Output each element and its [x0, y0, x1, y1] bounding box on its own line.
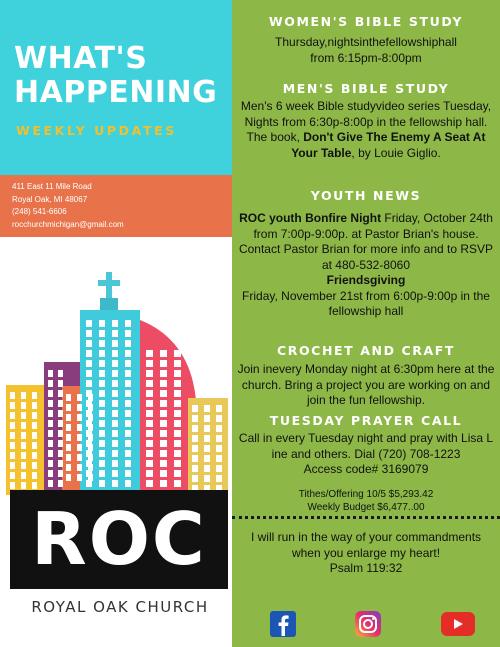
building-window — [174, 480, 181, 487]
building-window — [99, 480, 105, 487]
building-window — [125, 360, 131, 367]
building-window — [77, 424, 82, 431]
building-window — [77, 414, 82, 421]
building-window — [77, 434, 82, 441]
building-window — [112, 410, 118, 417]
building-window — [125, 410, 131, 417]
building-window — [21, 472, 26, 479]
building-window — [112, 340, 118, 347]
building-window — [99, 440, 105, 447]
building-window — [77, 474, 82, 481]
building-window — [86, 460, 92, 467]
building-window — [86, 450, 92, 457]
building-window — [66, 414, 71, 421]
building-window — [86, 470, 92, 477]
building-window — [160, 480, 167, 487]
building-window — [160, 370, 167, 377]
building-window — [112, 370, 118, 377]
building-window — [58, 410, 63, 417]
building-window — [174, 430, 181, 437]
building-window — [160, 390, 167, 397]
building-window — [216, 455, 222, 462]
roc-logo: ROC — [31, 497, 207, 581]
building-window — [10, 432, 15, 439]
building-window — [146, 400, 153, 407]
building-window — [66, 474, 71, 481]
building-window — [21, 442, 26, 449]
building-window — [146, 410, 153, 417]
heading-crochet-and-craft: CROCHET AND CRAFT — [276, 343, 456, 358]
building-window — [99, 350, 105, 357]
building-window — [146, 480, 153, 487]
building-window — [112, 390, 118, 397]
building-window — [99, 450, 105, 457]
building-window — [216, 425, 222, 432]
building-window — [204, 425, 210, 432]
finance-summary — [236, 488, 496, 514]
building-window — [146, 470, 153, 477]
building-window — [174, 400, 181, 407]
building-window — [10, 392, 15, 399]
building-window — [125, 430, 131, 437]
building-window — [112, 330, 118, 337]
building-window — [112, 440, 118, 447]
building-window — [204, 465, 210, 472]
building-window — [192, 475, 198, 482]
building-window — [66, 464, 71, 471]
heading-womens-bible-study: WOMEN'S BIBLE STUDY — [268, 14, 464, 29]
building-window — [112, 350, 118, 357]
building-window — [10, 452, 15, 459]
building-window — [146, 350, 153, 357]
building-window — [204, 455, 210, 462]
building-window — [48, 370, 53, 377]
building-window — [112, 420, 118, 427]
building-window — [204, 435, 210, 442]
building-window — [125, 380, 131, 387]
building-window — [48, 440, 53, 447]
building-window — [58, 470, 63, 477]
building-window — [21, 432, 26, 439]
building-window — [192, 445, 198, 452]
building-window — [160, 460, 167, 467]
building-window — [146, 360, 153, 367]
building-window — [48, 460, 53, 467]
building-window — [99, 410, 105, 417]
building-window — [160, 440, 167, 447]
building-window — [48, 380, 53, 387]
instagram-icon[interactable] — [355, 611, 381, 637]
prayer-details: Call in every Tuesday night and pray with Lisa L ine and others. Dial (720) 708-1223 Access code# 3169079 — [238, 431, 494, 476]
building-window — [48, 430, 53, 437]
building-window — [48, 390, 53, 397]
building-window — [216, 415, 222, 422]
building-window — [174, 370, 181, 377]
building-window — [58, 420, 63, 427]
building-window — [21, 422, 26, 429]
building-window — [86, 360, 92, 367]
building-window — [58, 460, 63, 467]
building-window — [125, 330, 131, 337]
building-window — [32, 422, 37, 429]
crochet-details: Join inevery Monday night at 6:30pm here at the church. Bring a project you are working on and join the fun fellowship. — [237, 362, 495, 407]
heading-youth-news: YOUTH NEWS — [310, 188, 422, 203]
building-window — [99, 400, 105, 407]
building-window — [216, 465, 222, 472]
building-window — [125, 370, 131, 377]
address-street: 411 East 11 Mile Road — [12, 182, 92, 191]
building-window — [10, 442, 15, 449]
building-window — [77, 404, 82, 411]
building-window — [32, 402, 37, 409]
building-window — [174, 460, 181, 467]
building-window — [146, 420, 153, 427]
building-window — [112, 460, 118, 467]
building-window — [125, 420, 131, 427]
building-window — [192, 455, 198, 462]
building-window — [10, 422, 15, 429]
building-window — [58, 380, 63, 387]
building-window — [21, 412, 26, 419]
building-window — [174, 360, 181, 367]
church-address — [12, 181, 124, 231]
building-window — [192, 465, 198, 472]
building-window — [99, 320, 105, 327]
building-window — [204, 475, 210, 482]
building-window — [86, 330, 92, 337]
building-window — [216, 445, 222, 452]
building-window — [10, 472, 15, 479]
building-window — [160, 360, 167, 367]
building-window — [58, 440, 63, 447]
heading-tuesday-prayer-call: TUESDAY PRAYER CALL — [269, 413, 463, 428]
youth-details: ROC youth Bonfire Night Friday, October 24th from 7:00p-9:00p. at Pastor Brian's house. Contact Pastor Brian for more info and to RSVP at 480-532-8060 Friendsgiving Friday, November 21st from 6:00p-9:00p in the fellowship hall — [238, 211, 494, 318]
building-window — [174, 380, 181, 387]
building-window — [99, 390, 105, 397]
building-window — [125, 460, 131, 467]
address-city: Royal Oak, MI 48067 — [12, 194, 88, 204]
building-window — [112, 450, 118, 457]
building-window — [160, 450, 167, 457]
city-skyline-illustration — [0, 270, 232, 495]
building-window — [99, 430, 105, 437]
building-window — [112, 480, 118, 487]
building-window — [125, 390, 131, 397]
building-window — [21, 452, 26, 459]
building-window — [146, 460, 153, 467]
dotted-divider — [232, 516, 500, 519]
building-window — [86, 350, 92, 357]
building-window — [160, 380, 167, 387]
building-window — [146, 370, 153, 377]
building-window — [112, 380, 118, 387]
building-window — [48, 400, 53, 407]
building-window — [192, 425, 198, 432]
building-window — [77, 454, 82, 461]
building-window — [66, 424, 71, 431]
building-window — [21, 482, 26, 489]
facebook-icon[interactable] — [270, 611, 296, 637]
building-window — [160, 470, 167, 477]
building-window — [125, 400, 131, 407]
building-window — [32, 452, 37, 459]
building-window — [77, 444, 82, 451]
building-window — [48, 410, 53, 417]
building-window — [86, 480, 92, 487]
building-window — [125, 480, 131, 487]
heading-mens-bible-study: MEN'S BIBLE STUDY — [282, 81, 450, 96]
building-window — [125, 320, 131, 327]
building-window — [146, 440, 153, 447]
womens-details: Thursday,nightsinthefellowshiphall from 6:15pm-8:00pm — [275, 35, 457, 65]
building-window — [77, 464, 82, 471]
building-window — [99, 420, 105, 427]
building-window — [10, 412, 15, 419]
building-window — [146, 390, 153, 397]
building-window — [86, 380, 92, 387]
weekly-budget: Weekly Budget $6,477..00 — [307, 502, 425, 513]
scripture-verse: I will run in the way of your commandments when you enlarge my heart! Psalm 119:32 — [250, 530, 482, 575]
building-window — [66, 394, 71, 401]
building-window — [160, 410, 167, 417]
building-window — [86, 320, 92, 327]
building-window — [58, 370, 63, 377]
building-window — [112, 470, 118, 477]
building-window — [32, 482, 37, 489]
building-window — [216, 405, 222, 412]
building-window — [48, 480, 53, 487]
building-window — [174, 440, 181, 447]
building-window — [32, 442, 37, 449]
building-window — [58, 480, 63, 487]
address-email[interactable]: rocchurchmichigan@gmail.com — [12, 219, 124, 229]
building-window — [77, 394, 82, 401]
building-window — [86, 370, 92, 377]
building-window — [99, 370, 105, 377]
building-window — [32, 462, 37, 469]
building-window — [48, 470, 53, 477]
building-window — [112, 320, 118, 327]
building-window — [66, 454, 71, 461]
building-window — [86, 400, 92, 407]
building-window — [86, 440, 92, 447]
building-window — [192, 435, 198, 442]
building-window — [86, 430, 92, 437]
building-window — [99, 460, 105, 467]
building-window — [99, 470, 105, 477]
building-window — [174, 350, 181, 357]
building-window — [112, 360, 118, 367]
building-window — [192, 405, 198, 412]
building-window — [66, 444, 71, 451]
building-window — [48, 450, 53, 457]
building-window — [58, 450, 63, 457]
building-window — [86, 390, 92, 397]
building-window — [66, 404, 71, 411]
building-window — [204, 415, 210, 422]
building-window — [174, 410, 181, 417]
building-window — [174, 420, 181, 427]
page-subtitle: WEEKLY UPDATES — [16, 123, 177, 138]
building-window — [146, 430, 153, 437]
mens-details: Men's 6 week Bible studyvideo series Tuesday, Nights from 6:30p-8:00p in the fellowship hall. The book, Don't Give The Enemy A Seat At Your Table, by Louie Giglio. — [240, 99, 492, 160]
building-window — [99, 340, 105, 347]
building-window — [48, 420, 53, 427]
building-window — [99, 380, 105, 387]
building-window — [66, 434, 71, 441]
building-window — [86, 410, 92, 417]
page-title: WHAT'S HAPPENING — [14, 41, 218, 110]
building-window — [58, 430, 63, 437]
tithes-offering: Tithes/Offering 10/5 $5,293.42 — [298, 489, 434, 500]
building-window — [112, 430, 118, 437]
building-window — [125, 340, 131, 347]
building-window — [125, 470, 131, 477]
building-window — [86, 340, 92, 347]
building-window — [160, 400, 167, 407]
building-window — [174, 450, 181, 457]
building-window — [204, 405, 210, 412]
building-window — [32, 412, 37, 419]
building-window — [160, 350, 167, 357]
building-window — [58, 390, 63, 397]
building-window — [10, 402, 15, 409]
building-window — [125, 440, 131, 447]
building-window — [216, 435, 222, 442]
building-window — [10, 462, 15, 469]
address-phone[interactable]: (248) 541-6606 — [12, 207, 67, 217]
building-window — [10, 482, 15, 489]
building-window — [112, 400, 118, 407]
building-window — [32, 392, 37, 399]
building-window — [204, 445, 210, 452]
building-window — [146, 450, 153, 457]
building-window — [125, 350, 131, 357]
building-window — [125, 450, 131, 457]
building-window — [174, 390, 181, 397]
building-window — [58, 400, 63, 407]
building-window — [160, 430, 167, 437]
building-window — [99, 330, 105, 337]
building-window — [192, 415, 198, 422]
building-window — [32, 472, 37, 479]
building-window — [86, 420, 92, 427]
church-name: ROYAL OAK CHURCH — [31, 598, 209, 616]
building-window — [32, 432, 37, 439]
building-window — [21, 392, 26, 399]
building-window — [160, 420, 167, 427]
building-window — [174, 470, 181, 477]
building-window — [216, 475, 222, 482]
youtube-icon[interactable] — [441, 611, 475, 637]
building-window — [146, 380, 153, 387]
building-window — [21, 402, 26, 409]
building-window — [99, 360, 105, 367]
building-window — [21, 462, 26, 469]
